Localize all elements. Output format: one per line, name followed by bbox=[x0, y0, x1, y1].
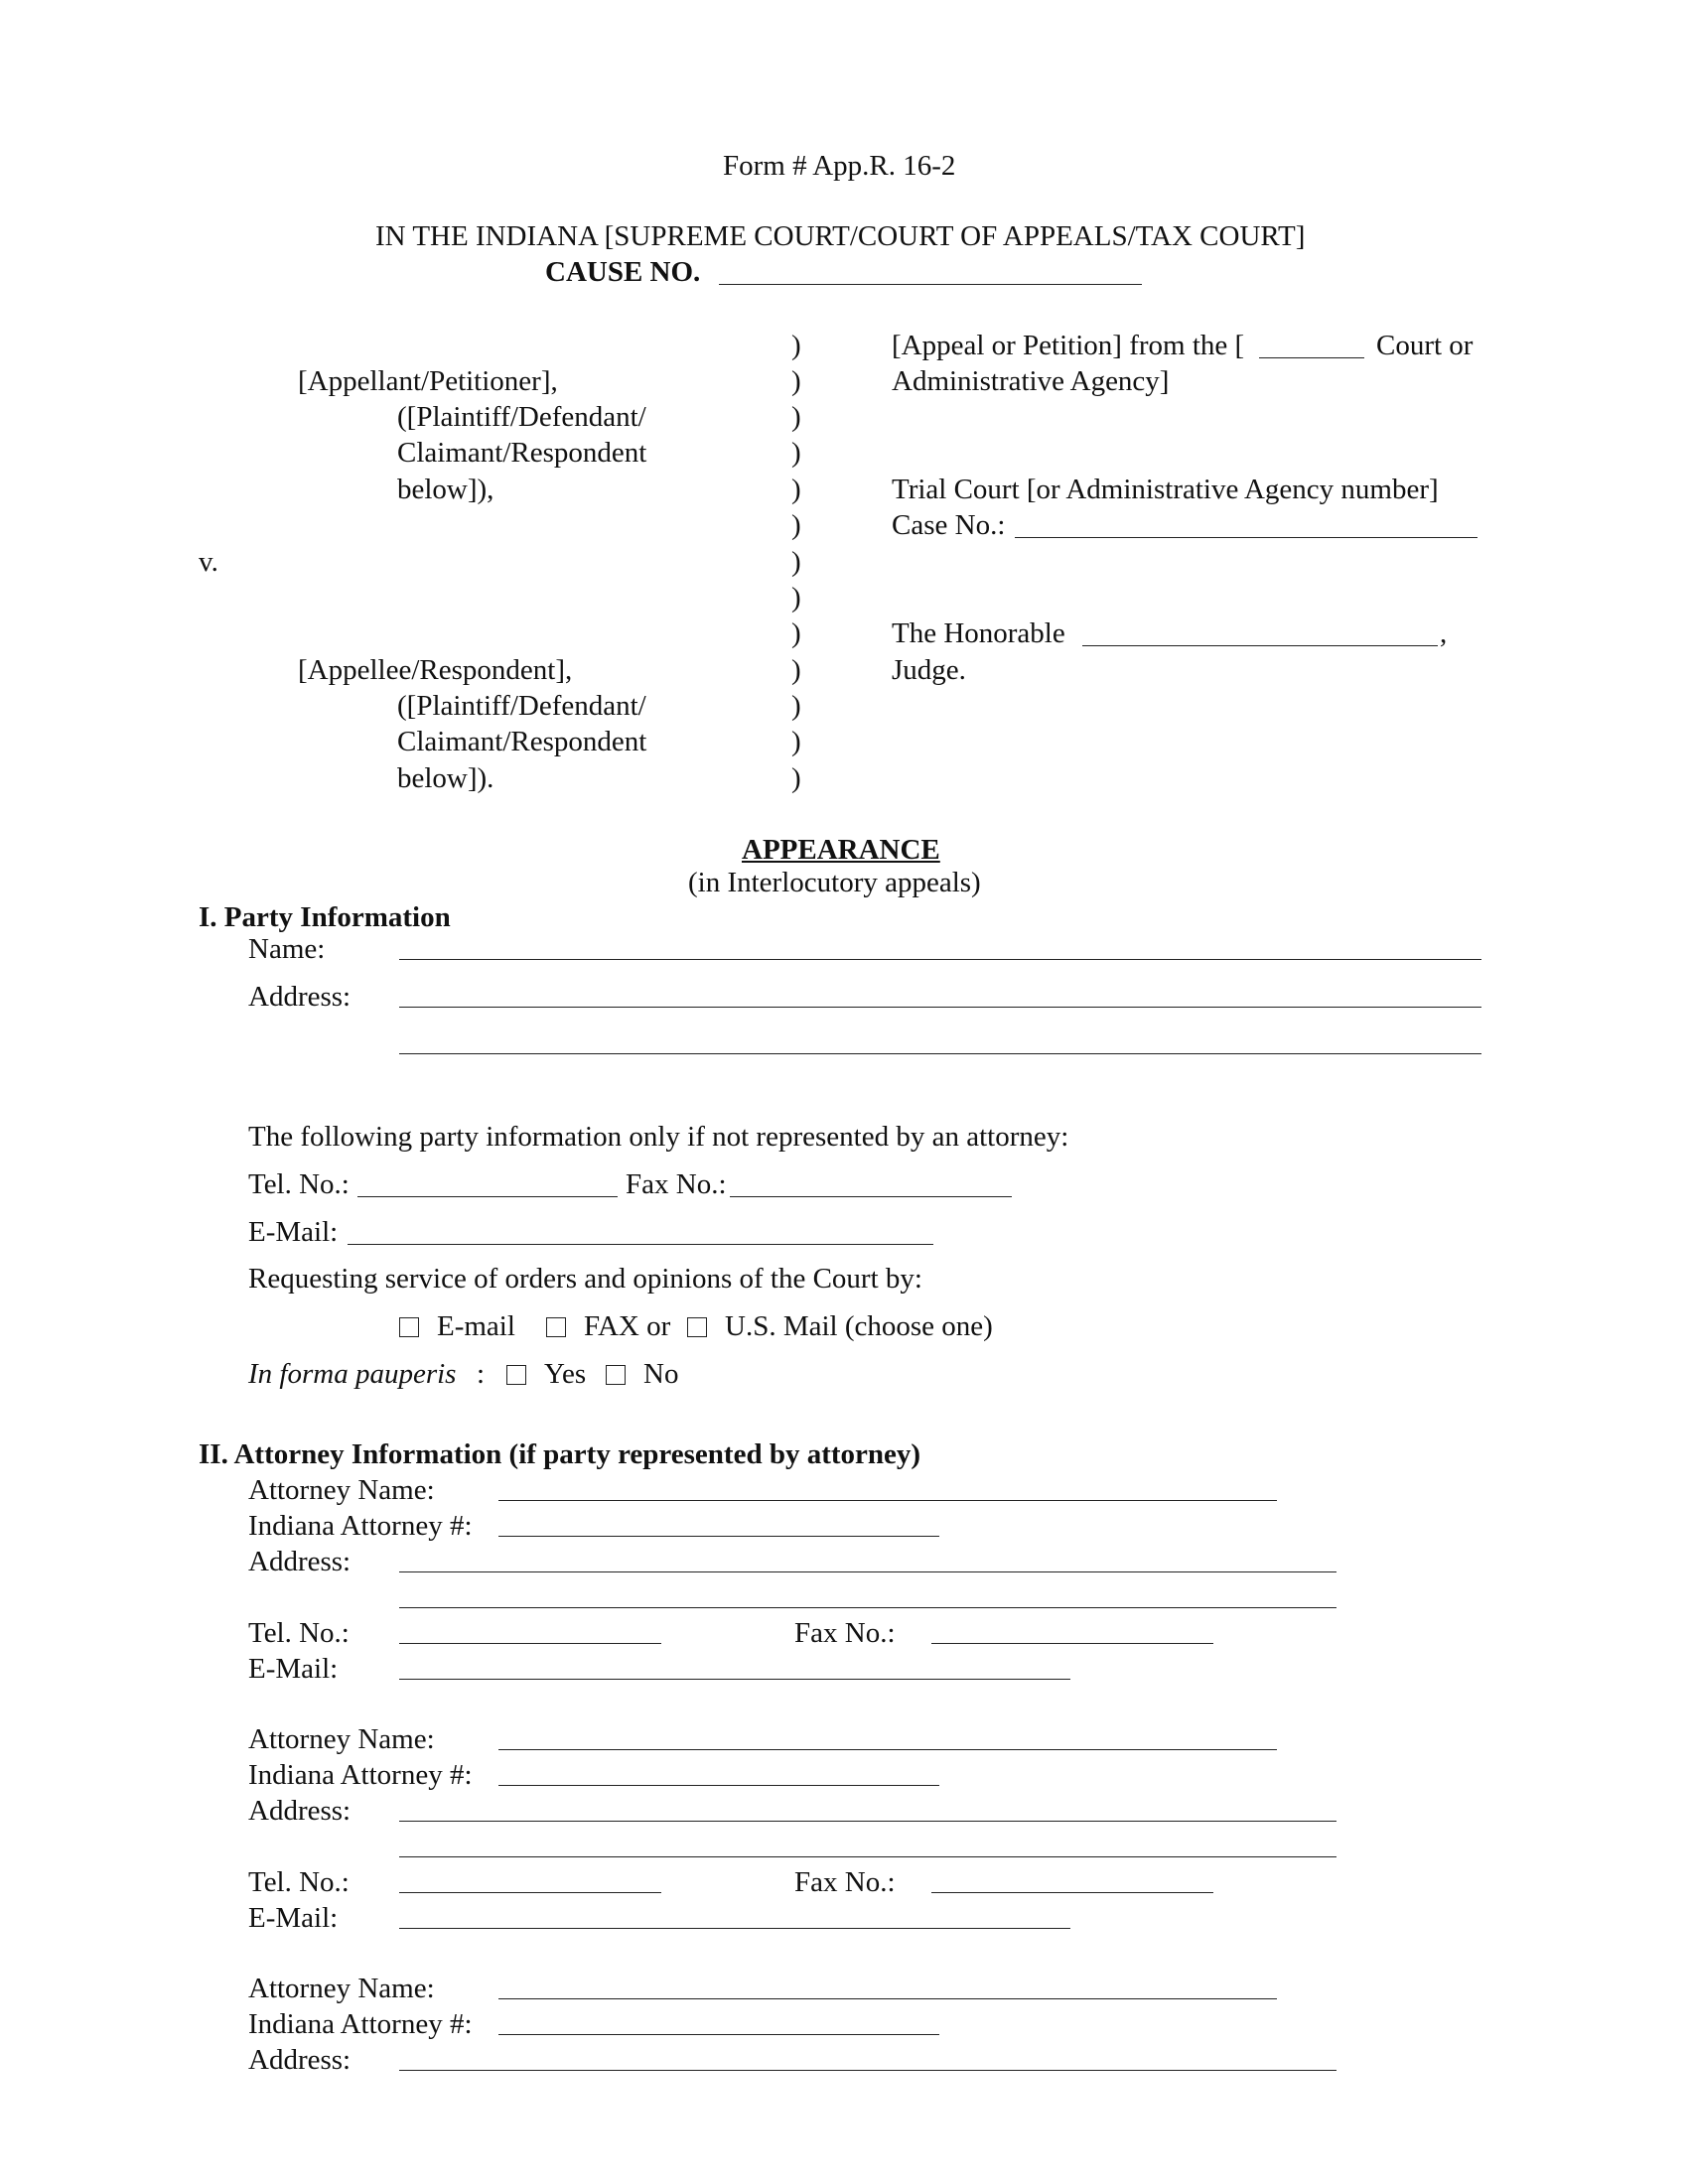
appearance-subtitle: (in Interlocutory appeals) bbox=[688, 867, 981, 898]
judge-comma: , bbox=[1440, 617, 1448, 649]
attorney-1-fax-label: Fax No.: bbox=[794, 1617, 896, 1649]
party-email-label: E-Mail: bbox=[248, 1216, 339, 1248]
attorney-1-address-field-2[interactable] bbox=[399, 1607, 1336, 1608]
attorney-1-name-label: Attorney Name: bbox=[248, 1474, 435, 1506]
caption-paren: ) bbox=[791, 365, 801, 397]
in-forma-pauperis-label: In forma pauperis bbox=[248, 1358, 457, 1390]
party-name-label: Name: bbox=[248, 933, 326, 965]
caption-paren: ) bbox=[791, 726, 801, 757]
attorney-1-name-field[interactable] bbox=[498, 1500, 1277, 1501]
attorney-3-name-field[interactable] bbox=[498, 1998, 1277, 1999]
attorney-2-address-field-1[interactable] bbox=[399, 1821, 1336, 1822]
party-email-field[interactable] bbox=[348, 1244, 933, 1245]
case-number-field[interactable] bbox=[1015, 537, 1477, 538]
service-fax-label: FAX or bbox=[584, 1310, 671, 1342]
service-request-text: Requesting service of orders and opinions of the Court by: bbox=[248, 1263, 922, 1295]
party-address-field-2[interactable] bbox=[399, 1053, 1481, 1054]
attorney-2-email-label: E-Mail: bbox=[248, 1902, 339, 1934]
trial-court-label: Trial Court [or Administrative Agency number] bbox=[892, 474, 1439, 505]
appellee-sub-2: Claimant/Respondent bbox=[397, 726, 647, 757]
case-no-label: Case No.: bbox=[892, 509, 1006, 541]
caption-paren: ) bbox=[791, 582, 801, 614]
party-info-heading: I. Party Information bbox=[199, 901, 451, 933]
caption-paren: ) bbox=[791, 437, 801, 469]
cause-label: CAUSE NO. bbox=[545, 256, 701, 288]
attorney-2-fax-field[interactable] bbox=[931, 1892, 1213, 1893]
judge-label: Judge. bbox=[892, 654, 966, 686]
attorney-2-tel-field[interactable] bbox=[399, 1892, 661, 1893]
caption-paren: ) bbox=[791, 401, 801, 433]
court-name-field[interactable] bbox=[1259, 357, 1364, 358]
attorney-3-number-field[interactable] bbox=[498, 2034, 939, 2035]
attorney-2-email-field[interactable] bbox=[399, 1928, 1070, 1929]
appellant-sub-2: Claimant/Respondent bbox=[397, 437, 647, 469]
attorney-2-fax-label: Fax No.: bbox=[794, 1866, 896, 1898]
attorney-3-number-label: Indiana Attorney #: bbox=[248, 2008, 473, 2040]
attorney-3-address-field-1[interactable] bbox=[399, 2070, 1336, 2071]
attorney-info-heading: II. Attorney Information (if party represented by attorney) bbox=[199, 1438, 921, 1470]
attorney-3-address-label: Address: bbox=[248, 2044, 352, 2076]
honorable-label: The Honorable bbox=[892, 617, 1065, 649]
versus-label: v. bbox=[199, 546, 218, 578]
ifp-no-checkbox[interactable] bbox=[606, 1365, 626, 1385]
cause-number-field[interactable] bbox=[719, 284, 1142, 285]
party-tel-label: Tel. No.: bbox=[248, 1168, 350, 1200]
party-address-field-1[interactable] bbox=[399, 1007, 1481, 1008]
service-fax-checkbox[interactable] bbox=[546, 1317, 566, 1337]
appellee-sub-3: below]). bbox=[397, 762, 494, 794]
caption-paren: ) bbox=[791, 762, 801, 794]
ifp-yes-checkbox[interactable] bbox=[506, 1365, 526, 1385]
attorney-1-fax-field[interactable] bbox=[931, 1643, 1213, 1644]
attorney-1-tel-label: Tel. No.: bbox=[248, 1617, 350, 1649]
attorney-1-email-field[interactable] bbox=[399, 1679, 1070, 1680]
attorney-1-number-label: Indiana Attorney #: bbox=[248, 1510, 473, 1542]
appellant-label: [Appellant/Petitioner], bbox=[298, 365, 558, 397]
attorney-1-address-label: Address: bbox=[248, 1546, 352, 1577]
appeal-from-text: [Appeal or Petition] from the [ bbox=[892, 330, 1245, 361]
caption-paren: ) bbox=[791, 654, 801, 686]
ifp-yes-label: Yes bbox=[544, 1358, 587, 1390]
attorney-1-number-field[interactable] bbox=[498, 1536, 939, 1537]
appellee-label: [Appellee/Respondent], bbox=[298, 654, 573, 686]
attorney-2-number-field[interactable] bbox=[498, 1785, 939, 1786]
appearance-title: APPEARANCE bbox=[742, 834, 940, 866]
party-unrepresented-note: The following party information only if not represented by an attorney: bbox=[248, 1121, 1069, 1153]
attorney-2-name-field[interactable] bbox=[498, 1749, 1277, 1750]
attorney-2-number-label: Indiana Attorney #: bbox=[248, 1759, 473, 1791]
party-name-field[interactable] bbox=[399, 959, 1481, 960]
service-mail-label: U.S. Mail (choose one) bbox=[725, 1310, 993, 1342]
appeal-from-court-or: Court or bbox=[1376, 330, 1474, 361]
party-fax-field[interactable] bbox=[730, 1196, 1012, 1197]
service-mail-checkbox[interactable] bbox=[687, 1317, 707, 1337]
form-number: Form # App.R. 16-2 bbox=[723, 150, 956, 182]
attorney-2-tel-label: Tel. No.: bbox=[248, 1866, 350, 1898]
attorney-1-tel-field[interactable] bbox=[399, 1643, 661, 1644]
party-address-label: Address: bbox=[248, 981, 352, 1013]
attorney-2-address-label: Address: bbox=[248, 1795, 352, 1827]
attorney-3-name-label: Attorney Name: bbox=[248, 1973, 435, 2004]
caption-paren: ) bbox=[791, 546, 801, 578]
ifp-no-label: No bbox=[643, 1358, 679, 1390]
service-email-checkbox[interactable] bbox=[399, 1317, 419, 1337]
party-fax-label: Fax No.: bbox=[626, 1168, 727, 1200]
caption-paren: ) bbox=[791, 690, 801, 722]
in-forma-pauperis-colon: : bbox=[477, 1358, 486, 1390]
attorney-2-address-field-2[interactable] bbox=[399, 1856, 1336, 1857]
caption-paren: ) bbox=[791, 617, 801, 649]
party-tel-field[interactable] bbox=[357, 1196, 618, 1197]
appeal-from-agency: Administrative Agency] bbox=[892, 365, 1170, 397]
appellant-sub-1: ([Plaintiff/Defendant/ bbox=[397, 401, 646, 433]
caption-paren: ) bbox=[791, 509, 801, 541]
court-line: IN THE INDIANA [SUPREME COURT/COURT OF APPEALS/TAX COURT] bbox=[375, 220, 1306, 252]
attorney-1-email-label: E-Mail: bbox=[248, 1653, 339, 1685]
caption-paren: ) bbox=[791, 330, 801, 361]
appellant-sub-3: below]), bbox=[397, 474, 494, 505]
appellee-sub-1: ([Plaintiff/Defendant/ bbox=[397, 690, 646, 722]
attorney-1-address-field-1[interactable] bbox=[399, 1571, 1336, 1572]
attorney-2-name-label: Attorney Name: bbox=[248, 1723, 435, 1755]
judge-name-field[interactable] bbox=[1082, 645, 1438, 646]
caption-paren: ) bbox=[791, 474, 801, 505]
service-email-label: E-mail bbox=[437, 1310, 515, 1342]
